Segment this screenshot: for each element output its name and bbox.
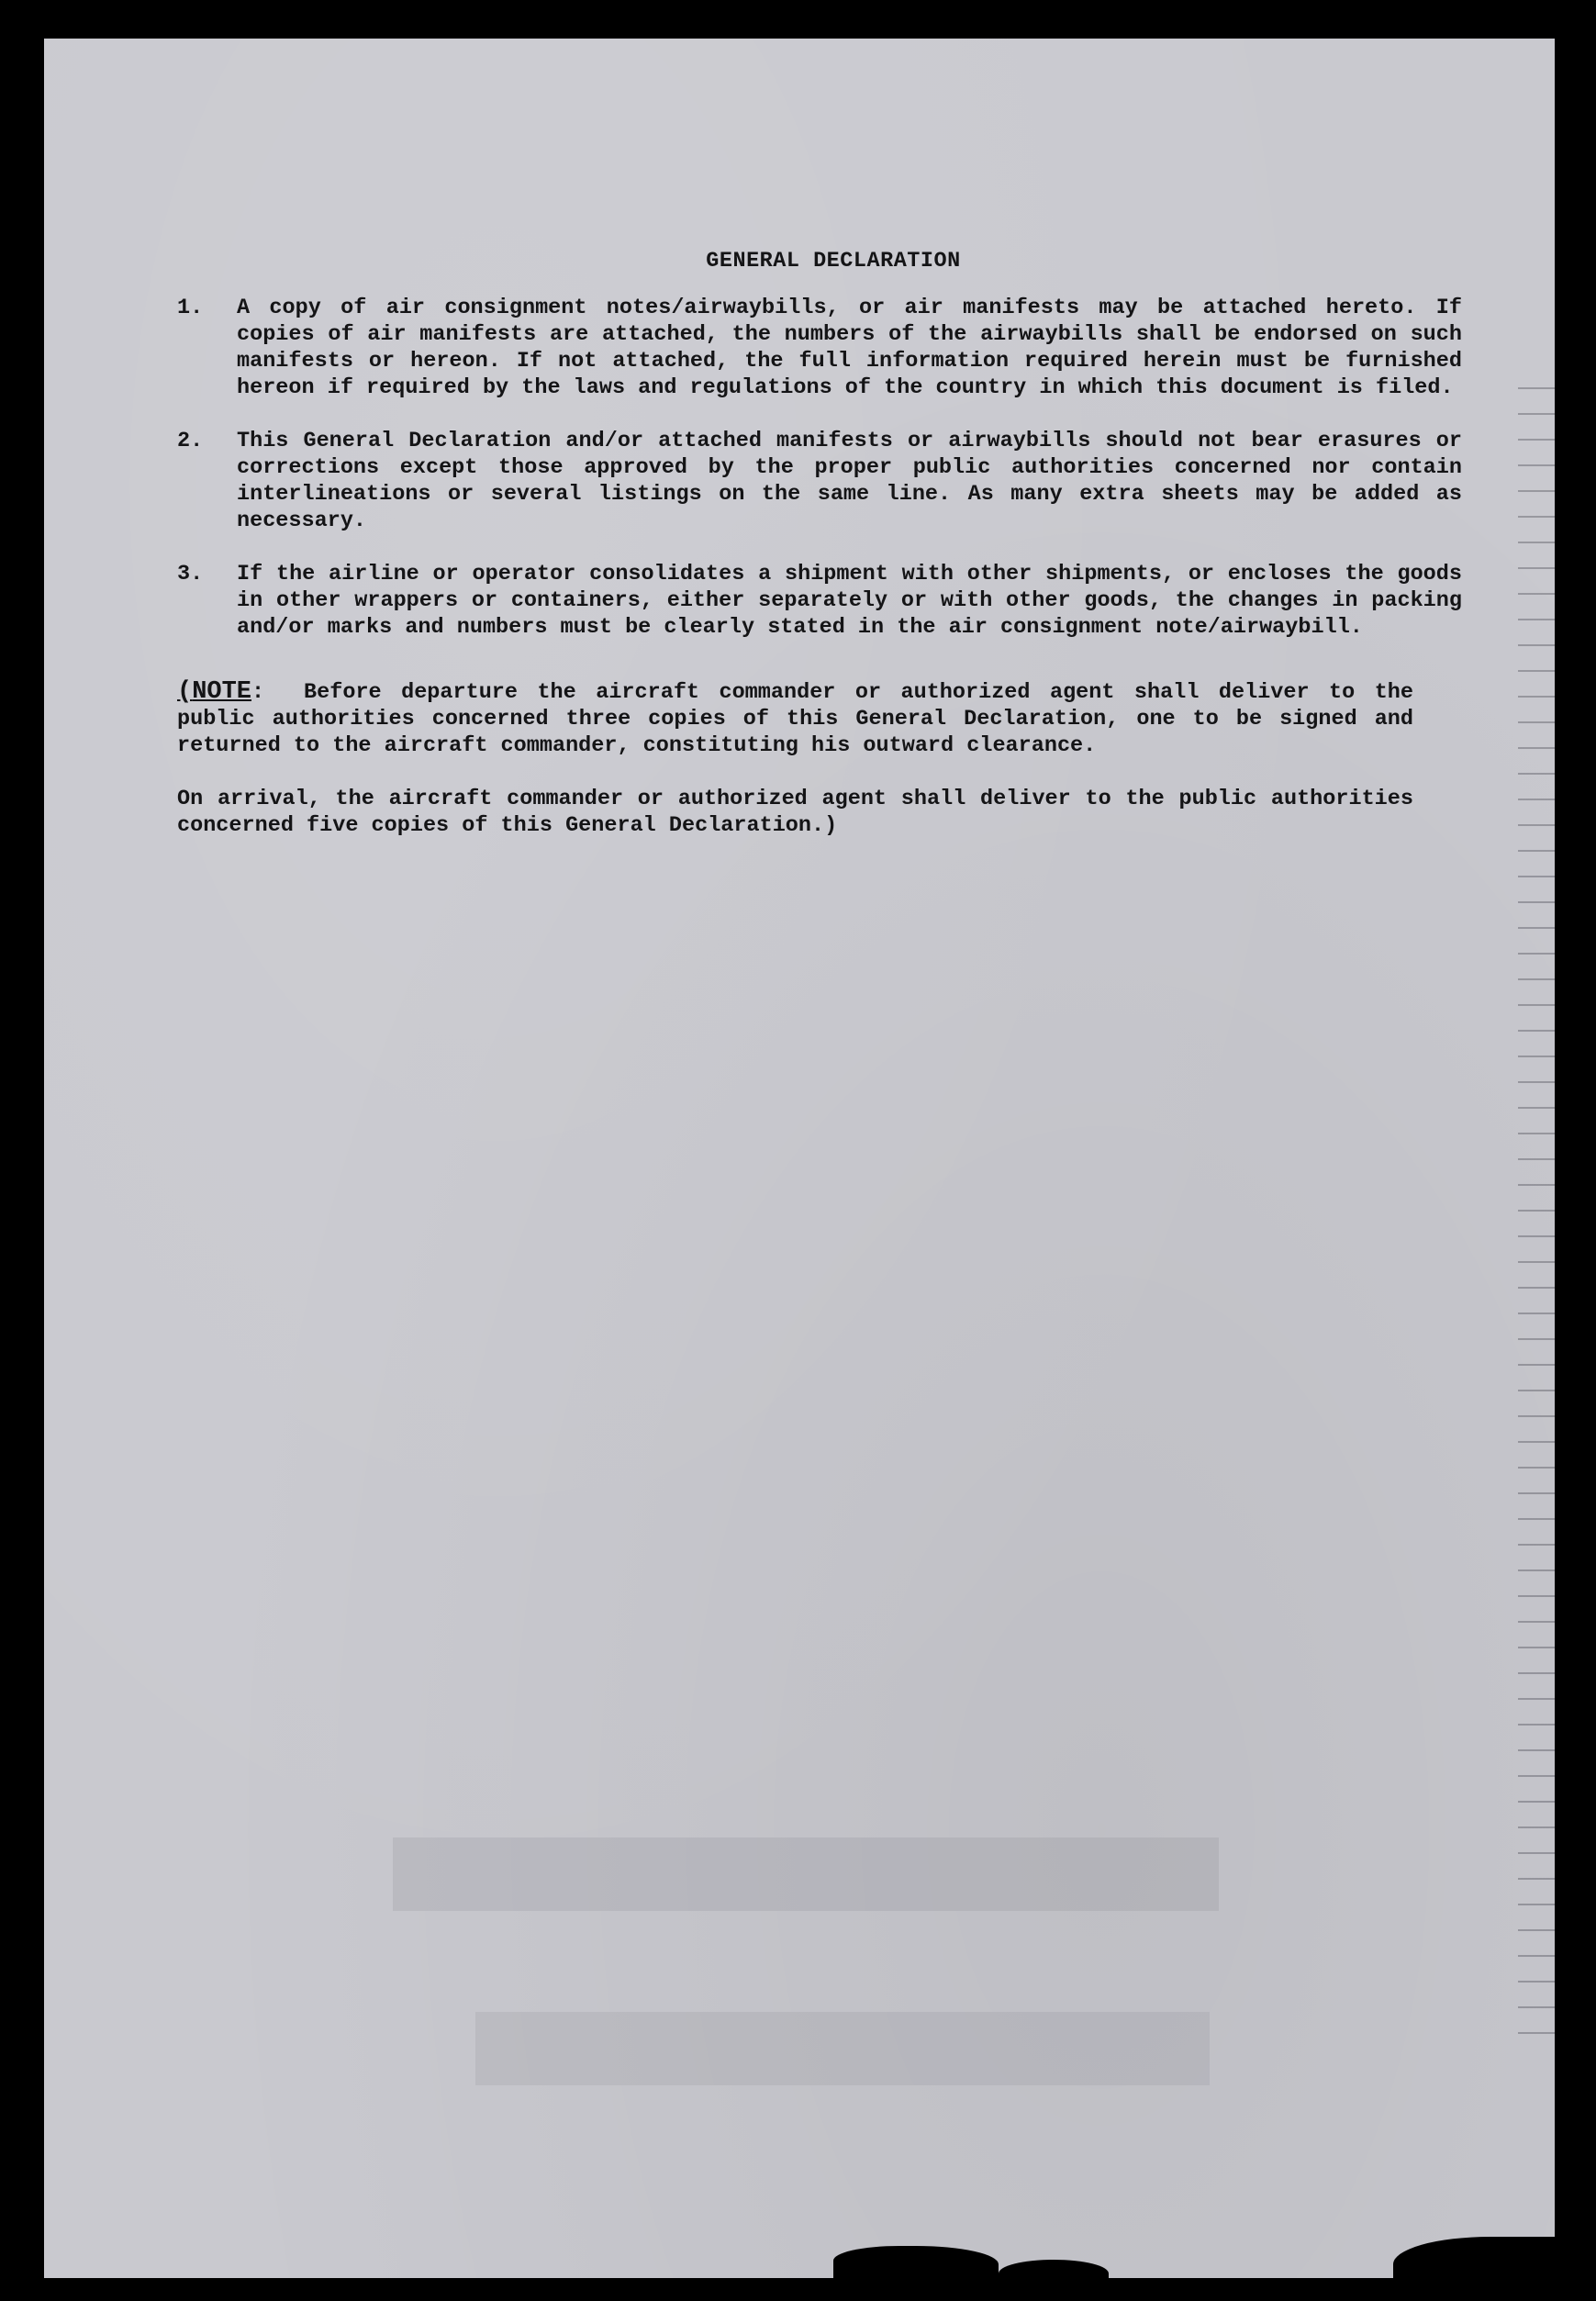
torn-edge-2 bbox=[999, 2260, 1109, 2278]
bleed-through-shadow bbox=[393, 1837, 1219, 1911]
item-number: 3. bbox=[177, 562, 204, 586]
item-number: 1. bbox=[177, 296, 204, 320]
bleed-through-rule-marks bbox=[1518, 387, 1555, 2039]
arrival-paragraph: On arrival, the aircraft commander or authorized agent shall deliver to the public authorities concerned five copies of this General Declaration.) bbox=[177, 787, 1413, 838]
torn-edge bbox=[833, 2246, 999, 2278]
item-number: 2. bbox=[177, 429, 204, 453]
note-paragraph bbox=[177, 679, 1413, 759]
item-text: If the airline or operator consolidates a shipment with other shipments, or encloses the goods in other wrappers or containers, either separately or with other goods, the changes in packing and/or marks and numbers must be clearly stated in the air consignment note/airwaybill. bbox=[237, 562, 1462, 640]
note-open-paren: ( bbox=[177, 678, 193, 706]
item-text: A copy of air consignment notes/airwaybills, or air manifests may be attached hereto. If copies of air manifests are attached, the numbers of the airwaybills shall be endorsed on such manifests or hereon. If not attached, the full information required herein must be furnished hereon if required by the laws and regulations of the country in which this document is filed. bbox=[237, 296, 1462, 400]
page-title: GENERAL DECLARATION bbox=[706, 249, 961, 274]
list-item bbox=[177, 561, 1462, 641]
torn-edge-3 bbox=[1393, 2237, 1555, 2278]
note-text: Before departure the aircraft commander or authorized agent shall deliver to the public authorities concerned three copies of this General Declaration, one to be signed and returned to the aircraft commander, constituting his outward clearance. bbox=[177, 680, 1413, 758]
list-item bbox=[177, 295, 1462, 401]
list-item bbox=[177, 428, 1462, 534]
bleed-through-shadow-2 bbox=[475, 2012, 1210, 2085]
document-page bbox=[44, 39, 1555, 2278]
note-label: NOTE bbox=[192, 678, 252, 706]
note-colon: : bbox=[251, 680, 265, 705]
declaration-body bbox=[177, 248, 1462, 839]
item-text: This General Declaration and/or attached manifests or airwaybills should not bear erasures or corrections except those approved by the proper public authorities concerned nor contain interlineations or several listings on the same line. As many extra sheets may be added as necessary. bbox=[237, 429, 1462, 533]
